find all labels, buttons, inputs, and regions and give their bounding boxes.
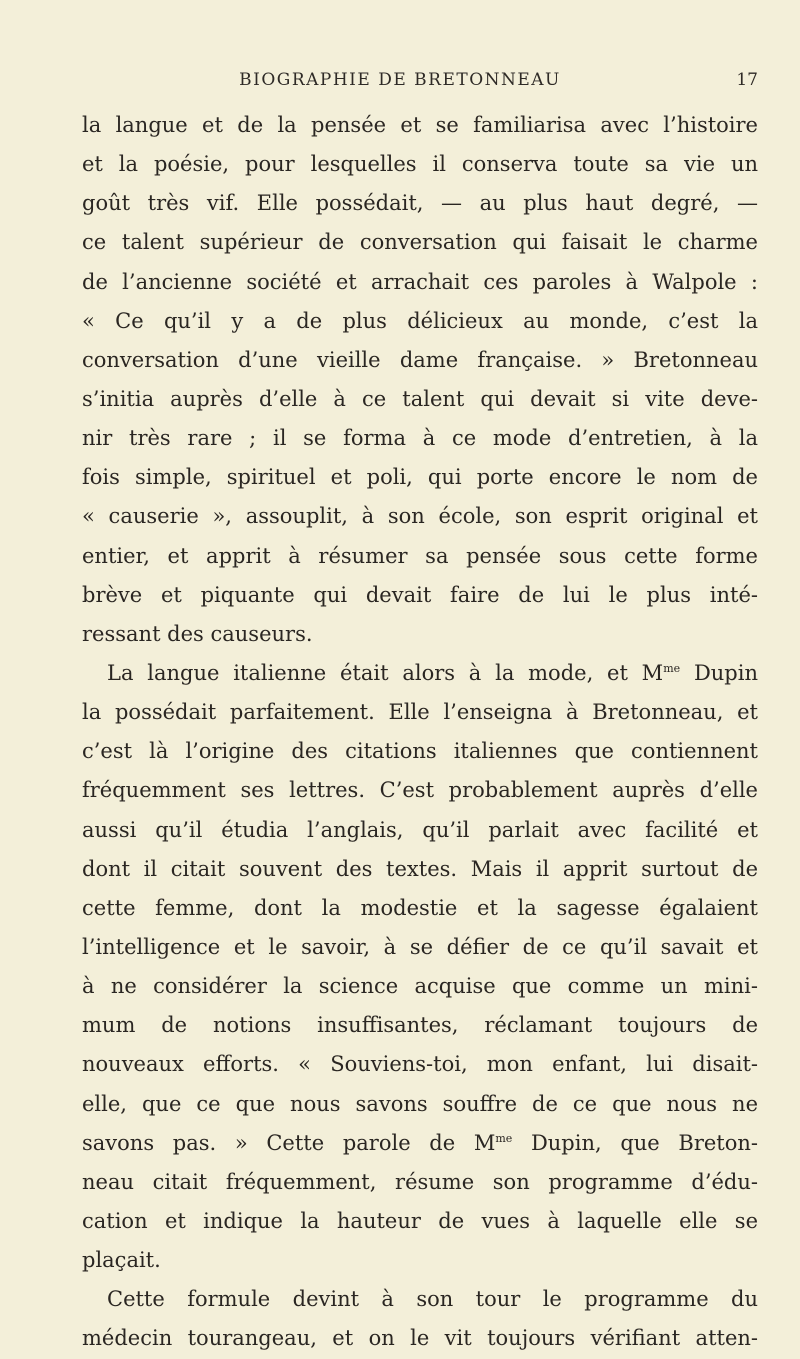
text-segment: Dupin — [680, 660, 758, 685]
text-line: « causerie », assouplit, à son école, son esprit original et — [82, 504, 758, 529]
text-line: aussi qu’il étudia l’anglais, qu’il parlait avec facilité et — [82, 817, 758, 842]
text-line: et la poésie, pour lesquelles il conserva toute sa vie un — [82, 152, 758, 177]
text-line: entier, et apprit à résumer sa pensée sous cette forme — [82, 543, 758, 568]
body-text — [82, 106, 758, 1359]
text-line: nouveaux efforts. « Souviens-toi, mon enfant, lui disait- — [82, 1052, 758, 1077]
text-line: elle, que ce que nous savons souffre de ce que nous ne — [82, 1091, 758, 1116]
text-line: s’initia auprès d’elle à ce talent qui devait si vite deve- — [82, 386, 758, 411]
text-line: nir très rare ; il se forma à ce mode d’entretien, à la — [82, 426, 758, 451]
text-line: conversation d’une vieille dame française. » Bretonneau — [82, 347, 758, 372]
text-line: neau citait fréquemment, résume son programme d’édu- — [82, 1169, 758, 1194]
text-line: médecin tourangeau, et on le vit toujours vérifiant atten- — [82, 1326, 758, 1351]
text-line: brève et piquante qui devait faire de lui le plus inté- — [82, 582, 758, 607]
superscript: me — [663, 661, 681, 675]
text-line: « Ce qu’il y a de plus délicieux au monde, c’est la — [82, 308, 758, 333]
text-line: ressant des causeurs. — [82, 621, 313, 646]
text-line: mum de notions insuffisantes, réclamant toujours de — [82, 1013, 758, 1038]
text-line: l’intelligence et le savoir, à se défier de ce qu’il savait et — [82, 934, 758, 959]
text-line: fréquemment ses lettres. C’est probablement auprès d’elle — [82, 778, 758, 803]
text-line: cation et indique la hauteur de vues à laquelle elle se — [82, 1208, 758, 1233]
text-line — [82, 1124, 758, 1163]
text-line: dont il citait souvent des textes. Mais il apprit surtout de — [82, 856, 758, 881]
text-line: à ne considérer la science acquise que comme un mini- — [82, 974, 758, 999]
running-title: BIOGRAPHIE DE BRETONNEAU — [239, 70, 561, 90]
page-number: 17 — [736, 70, 758, 90]
text-line: ce talent supérieur de conversation qui faisait le charme — [82, 230, 758, 255]
text-line: Cette formule devint à son tour le programme du — [107, 1287, 758, 1312]
text-line: plaçait. — [82, 1248, 161, 1273]
text-segment: La langue italienne était alors à la mode, et M — [107, 660, 664, 685]
text-segment: Dupin, que Breton- — [512, 1130, 758, 1155]
text-line: c’est là l’origine des citations italiennes que contiennent — [82, 739, 758, 764]
superscript: me — [495, 1131, 513, 1145]
text-line: fois simple, spirituel et poli, qui porte encore le nom de — [82, 465, 758, 490]
text-line: cette femme, dont la modestie et la sagesse égalaient — [82, 895, 758, 920]
text-line: la possédait parfaitement. Elle l’enseigna à Bretonneau, et — [82, 700, 758, 725]
text-line — [82, 654, 758, 693]
text-line: goût très vif. Elle possédait, — au plus haut degré, — — [82, 191, 758, 216]
text-line: de l’ancienne société et arrachait ces paroles à Walpole : — [82, 269, 758, 294]
text-line: la langue et de la pensée et se familiarisa avec l’histoire — [82, 113, 758, 137]
text-segment: savons pas. » Cette parole de M — [82, 1130, 496, 1155]
